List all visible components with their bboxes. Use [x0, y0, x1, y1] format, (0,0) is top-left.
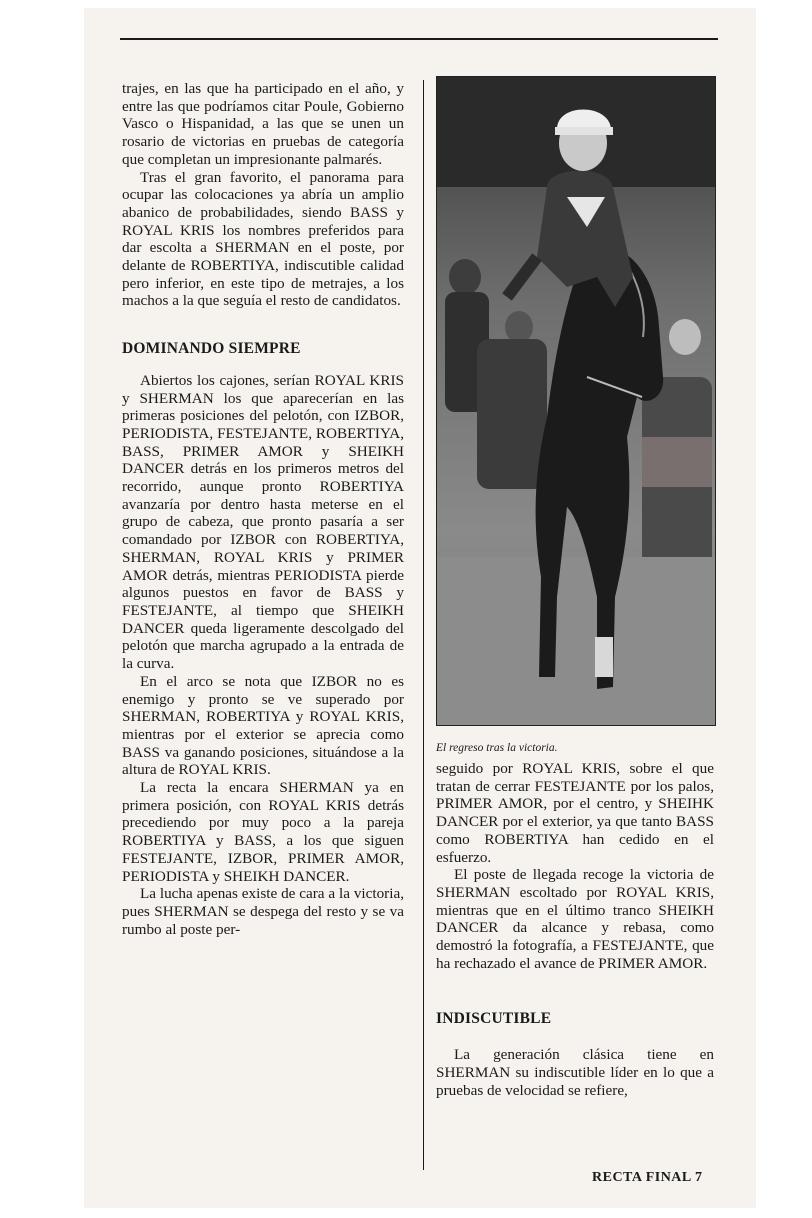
photo-illustration [437, 77, 715, 725]
right-column [436, 760, 714, 1099]
left-paragraph-3: Abiertos los cajones, serían ROYAL KRIS y SHERMAN los que aparecerían en las primeras posiciones del pelotón, con IZBOR, PERIODISTA, FESTEJANTE, ROBERTIYA, BASS, PRIMER AMOR y SHEIKH DANCER detrás en los primeros metros del recorrido, aunque pronto ROBERTIYA avanzaría por dentro hasta meterse en el grupo de cabeza, que pronto pasaría a ser comandado por IZBOR con ROBERTIYA, SHERMAN, ROYAL KRIS y PRIMER AMOR detrás, mientras PERIODISTA pierde algunos puestos en favor de BASS y FESTEJANTE, al tiempo que SHEIKH DANCER queda ligeramente descolgado del pelotón que marcha agrupado a la entrada de la curva. [122, 371, 404, 673]
left-paragraph-5: La recta la encara SHERMAN ya en primera posición, con ROYAL KRIS detrás precediendo por muy poco a la pareja ROBERTIYA y BASS, a los que siguen FESTEJANTE, IZBOR, PRIMER AMOR, PERIODISTA y SHEIKH DANCER. [122, 779, 404, 885]
column-rule [423, 80, 424, 1170]
top-rule [120, 38, 718, 40]
left-paragraph-2: Tras el gran favorito, el panorama para ocupar las colocaciones ya abría un amplio abanico de probabilidades, siendo BASS y ROYAL KRIS los nombres preferidos para dar escolta a SHERMAN en el poste, por delante de ROBERTIYA, indiscutible calidad pero inferior, en este tipo de metrajes, a los machos a la que seguía el resto de candidatos. [122, 168, 404, 310]
left-paragraph-6: La lucha apenas existe de cara a la victoria, pues SHERMAN se despega del resto y se va rumbo al poste per- [122, 885, 404, 938]
right-paragraph-1: seguido por ROYAL KRIS, sobre el que tratan de cerrar FESTEJANTE por los palos, PRIMER AMOR, por el centro, y SHEIHK DANCER por el exterior, ya que tanto BASS como ROBERTIYA han cedido en el esfuerzo. [436, 760, 714, 866]
horse-jockey-photo [436, 76, 716, 726]
right-paragraph-3: La generación clásica tiene en SHERMAN su indiscutible líder en lo que a pruebas de velocidad se refiere, [436, 1046, 714, 1099]
photo-caption: El regreso tras la victoria. [436, 742, 558, 754]
section-heading-dominando: DOMINANDO SIEMPRE [122, 340, 301, 358]
left-paragraph-4: En el arco se nota que IZBOR no es enemigo y pronto se ve superado por SHERMAN, ROBERTIYA y ROYAL KRIS, mientras por el exterior se aprecia como BASS va ganando posiciones, situándose a la altura de ROYAL KRIS. [122, 672, 404, 779]
left-paragraph-1: trajes, en las que ha participado en el año, y entre las que podríamos citar Poule, Gobierno Vasco o Hispanidad, a las que se unen un rosario de victorias en pruebas de categoría que completan un impresionante palmarés. [122, 80, 404, 168]
page-folio: RECTA FINAL 7 [592, 1170, 703, 1185]
left-column [122, 80, 404, 938]
section-heading-indiscutible: INDISCUTIBLE [436, 1010, 552, 1028]
right-paragraph-2: El poste de llegada recoge la victoria de SHERMAN escoltado por ROYAL KRIS, mientras que en el último tranco SHEIKH DANCER da alcance y rebasa, como demostró la fotografía, a FESTEJANTE, que ha rechazado el avance de PRIMER AMOR. [436, 866, 714, 972]
